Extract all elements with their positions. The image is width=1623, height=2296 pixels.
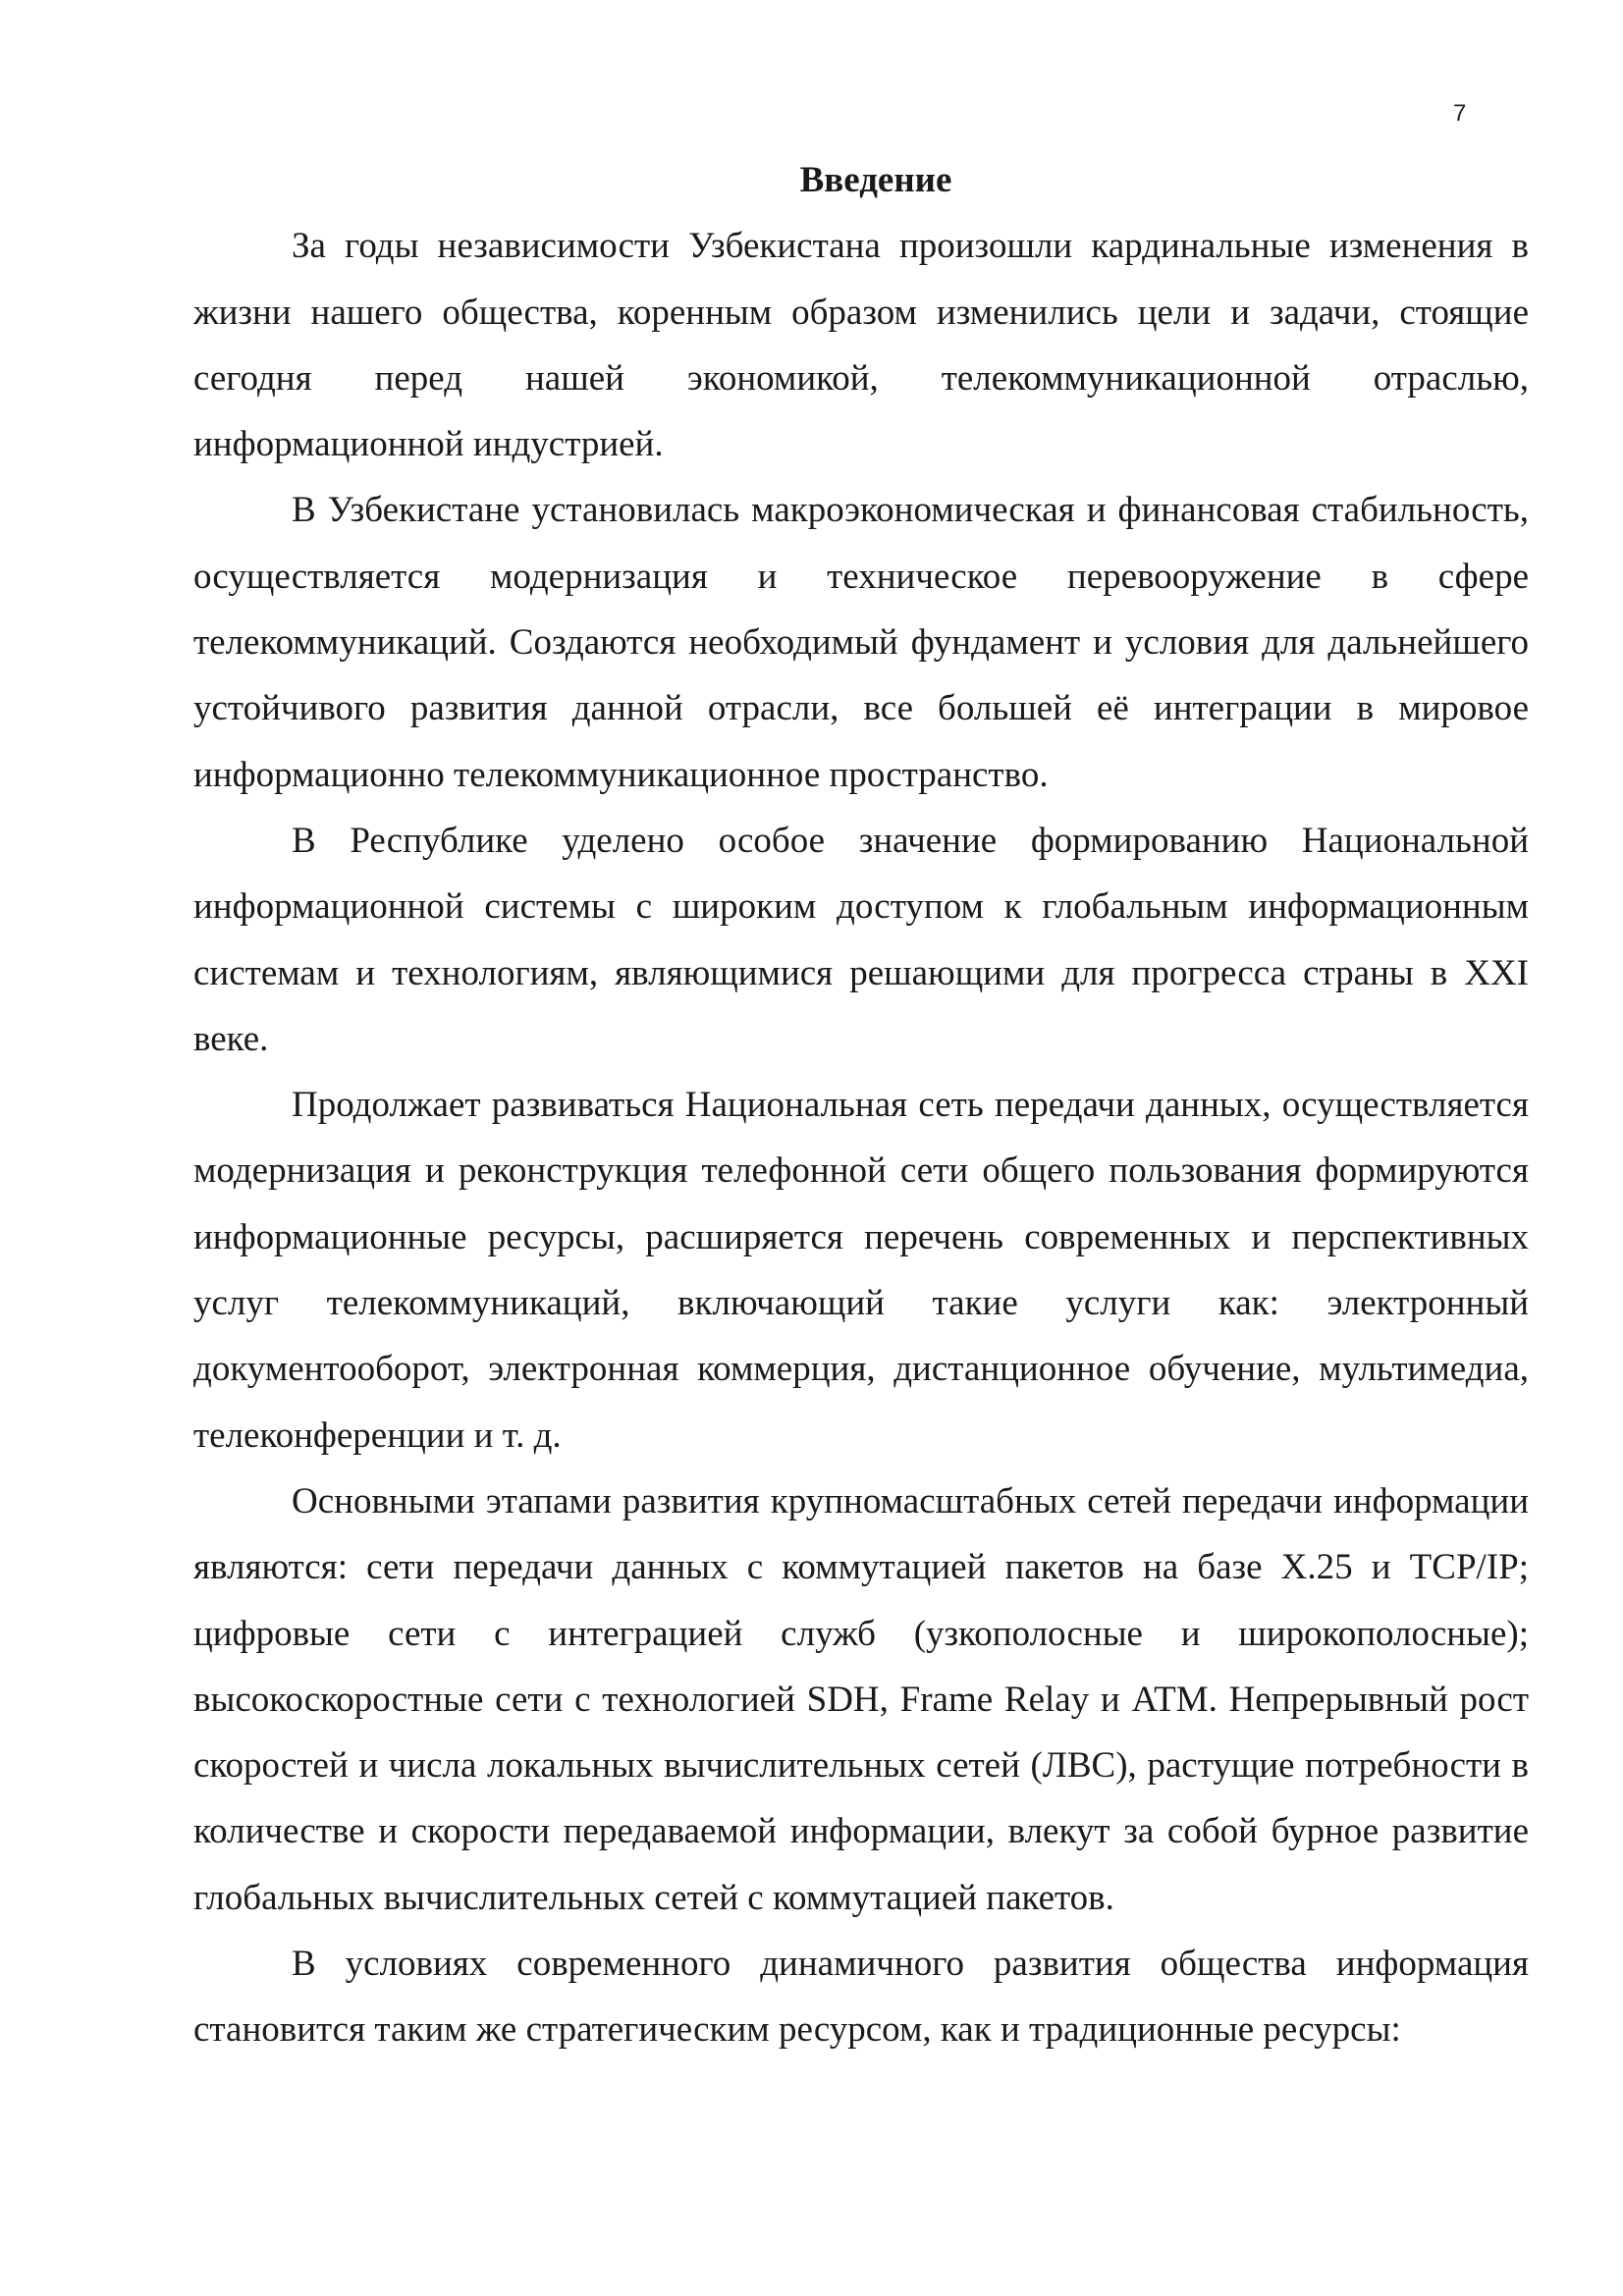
paragraph: Основными этапами развития крупномасштабных сетей передачи информации являются: сети передачи данных с коммутацией пакетов на базе X.25 и TCP/IP; цифровые сети с интеграцией служб (узкополосные и широкополосные); высокоскоростные сети с технологией SDH, Frame Relay и ATM. Непрерывный рост скоростей и числа локальных вычислительных сетей (ЛВС), растущие потребности в количестве и скорости передаваемой информации, влекут за собой бурное развитие глобальных вычислительных сетей с коммутацией пакетов.: [193, 1480, 1529, 1918]
paragraph: Продолжает развиваться Национальная сеть передачи данных, осуществляется модернизация и реконструкция телефонной сети общего пользования формируются информационные ресурсы, расширяется перечень современных и перспективных услуг телекоммуникаций, включающий такие услуги как: электронный документооборот, электронная коммерция, дистанционное обучение, мультимедиа, телеконференции и т. д.: [193, 1085, 1529, 1456]
page-number: 7: [1453, 100, 1467, 127]
paragraph: В условиях современного динамичного развития общества информация становится таким же стратегическим ресурсом, как и традиционные ресурсы:: [193, 1944, 1529, 2051]
paragraph: В Республике уделено особое значение формированию Национальной информационной системы с широким доступом к глобальным информационным системам и технологиям, являющимися решающими для прогресса страны в XXI веке.: [193, 820, 1529, 1059]
paragraph: За годы независимости Узбекистана произошли кардинальные изменения в жизни нашего общества, коренным образом изменились цели и задачи, стоящие сегодня перед нашей экономикой, телекоммуникационной отраслью, информационной индустрией.: [193, 226, 1529, 465]
document-body: [193, 147, 1529, 2063]
paragraph: В Узбекистане установилась макроэкономическая и финансовая стабильность, осуществляется модернизация и техническое перевооружение в сфере телекоммуникаций. Создаются необходимый фундамент и условия для дальнейшего устойчивого развития данной отрасли, все большей её интеграции в мировое информационно телекоммуникационное пространство.: [193, 490, 1529, 795]
section-title: Введение: [799, 160, 952, 200]
